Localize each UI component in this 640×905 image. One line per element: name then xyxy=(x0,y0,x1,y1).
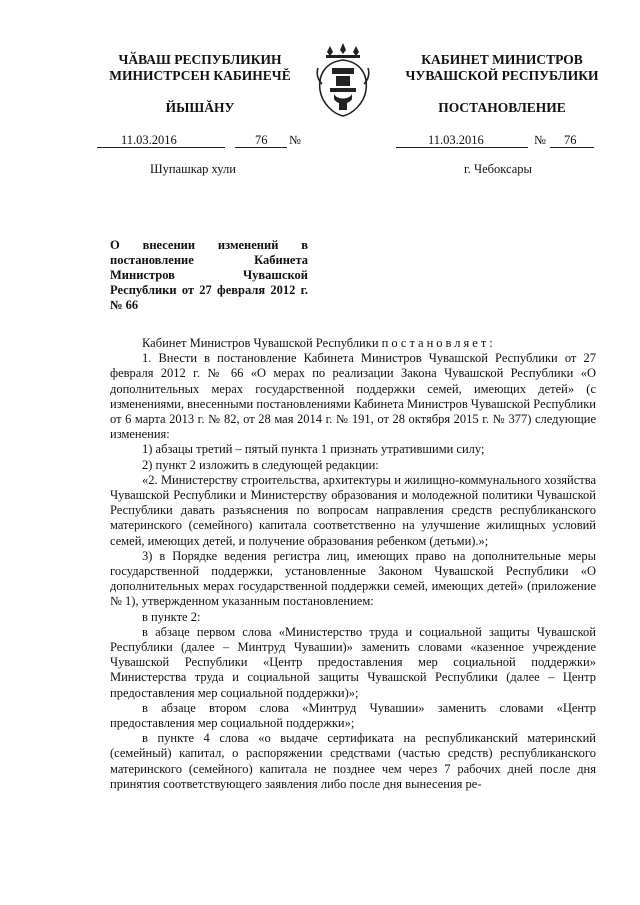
header-right-line2: ЧУВАШСКОЙ РЕСПУБЛИКИ xyxy=(405,68,599,83)
left-number-sign: № xyxy=(289,133,301,147)
paragraph: в абзаце втором слова «Минтруд Чувашии» заменить словами «Центр предоставления мер социальной поддержки»; xyxy=(110,700,596,731)
header-right xyxy=(382,52,622,84)
paragraph: 2) пункт 2 изложить в следующей редакции: xyxy=(142,457,379,472)
document-title: О внесении изменений в постановление Кабинета Министров Чувашской Республики от 27 февраля 2012 г. № 66 xyxy=(110,238,308,312)
left-date: 11.03.2016 xyxy=(121,133,177,147)
header-left xyxy=(95,52,305,84)
document-body xyxy=(110,336,596,792)
header-left-doc-type: ЙЫШĂНУ xyxy=(165,100,235,115)
place-left: Шупашкар хули xyxy=(150,162,236,176)
paragraph: в пункте 4 слова «о выдаче сертификата на республиканский материнский (семейный) капитал, о распоряжении средствами (частью средств) республиканского материнского (семейного) капитала не позднее чем через 7 рабочих дней после дня принятия соответствующего заявления либо после дня вынесения ре- xyxy=(110,731,596,791)
date-line-right xyxy=(382,133,622,149)
paragraph: 1. Внести в постановление Кабинета Министров Чувашской Республики от 27 февраля 2012 г. № 66 «О мерах по реализации Закона Чувашской Республики «О дополнительных мерах государственной поддержки семей, имеющих детей» (с изменениями, внесенными постановлениями Кабинета Министров Чувашской Республики от 6 марта 2013 г. № 82, от 28 мая 2014 г. № 191, от 28 октября 2015 г. № 377) следующие изменения: xyxy=(110,351,596,442)
date-line-left xyxy=(97,133,307,149)
header-right-doc-type: ПОСТАНОВЛЕНИЕ xyxy=(438,100,566,115)
paragraph: «2. Министерству строительства, архитектуры и жилищно-коммунального хозяйства Чувашской Республики и Министерству образования и молодежной политики Чувашской Республики давать разъяснения по вопросам направления средств республиканского материнского (семейного) капитала соответственно на улучшение жилищных условий семей, имеющих детей, и получение образования ребенком (детьми).»; xyxy=(110,472,596,548)
preamble xyxy=(110,336,596,351)
place-right: г. Чебоксары xyxy=(464,162,532,176)
paragraph: в пункте 2: xyxy=(142,609,201,624)
right-date: 11.03.2016 xyxy=(428,133,484,147)
preamble-word: постановляет: xyxy=(381,336,496,350)
chuvash-coat-of-arms-icon xyxy=(312,40,374,120)
preamble-start: Кабинет Министров Чувашской Республики xyxy=(142,336,379,350)
header-left-line2: МИНИСТРСЕН КАБИНЕЧĔ xyxy=(109,68,291,83)
left-number: 76 xyxy=(255,133,268,147)
right-number-sign: № xyxy=(534,133,546,147)
paragraph: 1) абзацы третий – пятый пункта 1 признать утратившими силу; xyxy=(142,442,485,457)
paragraph: 3) в Порядке ведения регистра лиц, имеющих право на дополнительные меры государственной поддержки, установленные Законом Чувашской Республики «О дополнительных мерах государственной поддержки семей, имеющих детей» (приложение № 1), утвержденном указанным постановлением: xyxy=(110,548,596,609)
header-right-line1: КАБИНЕТ МИНИСТРОВ xyxy=(421,52,583,67)
right-number: 76 xyxy=(564,133,577,147)
paragraph: в абзаце первом слова «Министерство труда и социальной защиты Чувашской Республики (далее – Минтруд Чувашии)» заменить словами «казенное учреждение Чувашской Республики «Центр предоставления мер социальной поддержки» Министерства труда и социальной защиты Чувашской Республики (далее – Центр предоставления мер социальной поддержки)»; xyxy=(110,624,596,700)
header-left-line1: ЧӐВАШ РЕСПУБЛИКИН xyxy=(118,52,282,67)
